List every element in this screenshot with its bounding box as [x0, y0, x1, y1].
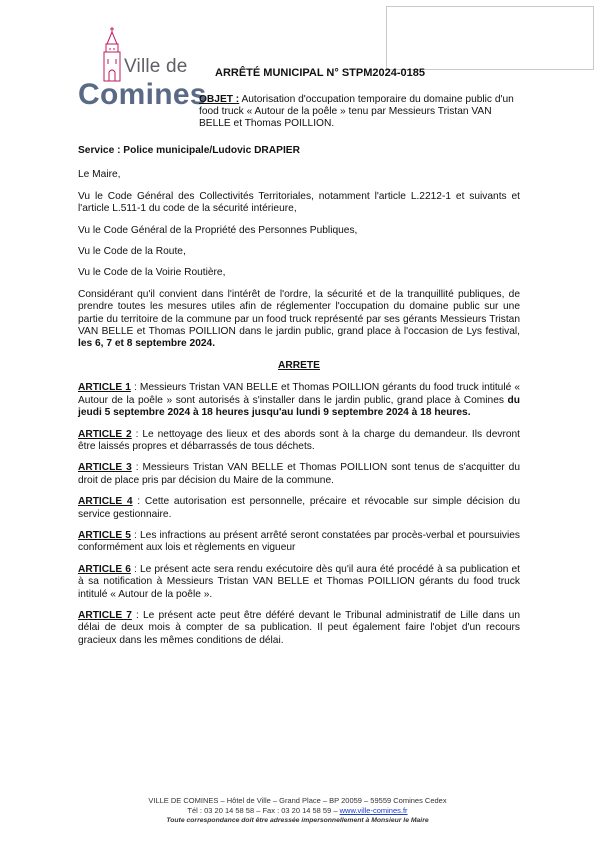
website-link[interactable]: www.ville-comines.fr	[339, 806, 408, 816]
article-3	[78, 462, 520, 487]
article-text: : Les infractions au présent arrêté seront constatées par procès-verbal et poursuivies conformément aux lois et règlements en vigueur	[78, 529, 520, 554]
church-tower-icon	[100, 26, 124, 82]
preamble-mayor: Le Maire,	[78, 169, 121, 181]
objet-text: Autorisation d'occupation temporaire du domaine public d'un food truck « Autour de la poêle » tenu par Messieurs Tristan VAN BELLE et Thomas POILLION.	[199, 94, 514, 129]
article-bold-text: du jeudi 5 septembre 2024 à 18 heures jusqu'au lundi 9 septembre 2024 à 18 heures.	[78, 394, 520, 419]
considerant-dates: les 6, 7 et 8 septembre 2024.	[78, 338, 216, 350]
article-5	[78, 530, 520, 555]
service-line: Service : Police municipale/Ludovic DRAPIER	[78, 145, 300, 156]
logo-text-ville: Ville de	[124, 56, 188, 77]
article-text: : Messieurs Tristan VAN BELLE et Thomas POILLION sont tenus de s'acquitter du droit de place pris par décision du Maire de la commune.	[78, 462, 520, 486]
preamble-voirie: Vu le Code de la Voirie Routière,	[78, 267, 226, 279]
article-1	[78, 382, 520, 419]
article-4	[78, 496, 520, 521]
considerant-paragraph	[78, 289, 520, 351]
article-label: ARTICLE 6	[78, 563, 131, 575]
footer-address: VILLE DE COMINES – Hôtel de Ville – Grand Place – BP 20059 – 59559 Comines Cedex	[148, 796, 447, 805]
article-label: ARTICLE 2	[78, 428, 132, 440]
article-text: : Le présent acte peut être déféré devant le Tribunal administratif de Lille dans un délai de deux mois à compter de sa publication. Il peut également faire l'objet d'un recours gracieux dans les mêmes conditions de délai.	[78, 609, 520, 646]
article-2	[78, 429, 520, 454]
objet-label: OBJET :	[199, 94, 240, 105]
article-text: : Cette autorisation est personnelle, précaire et révocable sur simple décision du service gestionnaire.	[78, 496, 521, 520]
considerant-text: Considérant qu'il convient dans l'intérêt de l'ordre, la sécurité et de la tranquillité publiques, de prendre toutes les mesures utiles afin de réglementer l'occupation du domaine public sur une partie du territoire de la commune par un food truck représenté par ses gérants Messieurs Tristan VAN BELLE et Thomas POILLION dans le jardin public, grand place à l'occasion de Lys festival,	[78, 288, 520, 338]
document-body	[78, 145, 520, 656]
article-label: ARTICLE 3	[78, 462, 132, 474]
article-label: ARTICLE 7	[78, 609, 132, 621]
article-7	[78, 610, 520, 647]
city-logo	[78, 26, 207, 114]
page-footer	[0, 796, 595, 827]
stamp-box	[386, 6, 594, 70]
preamble-cgppp: Vu le Code Général de la Propriété des Personnes Publiques,	[78, 224, 358, 236]
article-label: ARTICLE 4	[78, 496, 133, 508]
article-text: : Le présent acte sera rendu exécutoire dès qu'il aura été procédé à sa publication et à sa notification à Messieurs Tristan VAN BELLE et Thomas POILLION gérants du food truck intitulé « Autour de la poêle ».	[78, 563, 521, 600]
article-label: ARTICLE 1	[78, 382, 131, 394]
preamble-cgct: Vu le Code Général des Collectivités Territoriales, notamment l'article L.2212-1 et suivants et l'article L.511-1 du code de la sécurité intérieure,	[78, 190, 520, 215]
article-6	[78, 564, 520, 601]
logo-text-comines: Comines	[78, 78, 207, 111]
article-text: : Le nettoyage des lieux et des abords sont à la charge du demandeur. Ils devront être laissés propres et débarrassés de tous déchets.	[78, 428, 521, 452]
objet-block	[199, 94, 521, 130]
footer-contact	[0, 806, 595, 816]
article-text: : Messieurs Tristan VAN BELLE et Thomas POILLION gérants du food truck intitulé « Autour de la poêle » sont autorisés à s'installer dans le jardin public, grand place à Comines	[78, 382, 521, 406]
footer-phone-fax: Tél : 03 20 14 58 58 – Fax : 03 20 14 58 59 –	[187, 806, 340, 816]
arrete-heading: ARRETE	[278, 359, 320, 371]
preamble-code-route: Vu le Code de la Route,	[78, 246, 186, 258]
document-title: ARRÊTÉ MUNICIPAL N° STPM2024-0185	[215, 67, 425, 79]
article-label: ARTICLE 5	[78, 529, 131, 541]
footer-note: Toute correspondance doit être adressée impersonnellement à Monsieur le Maire	[166, 817, 429, 825]
